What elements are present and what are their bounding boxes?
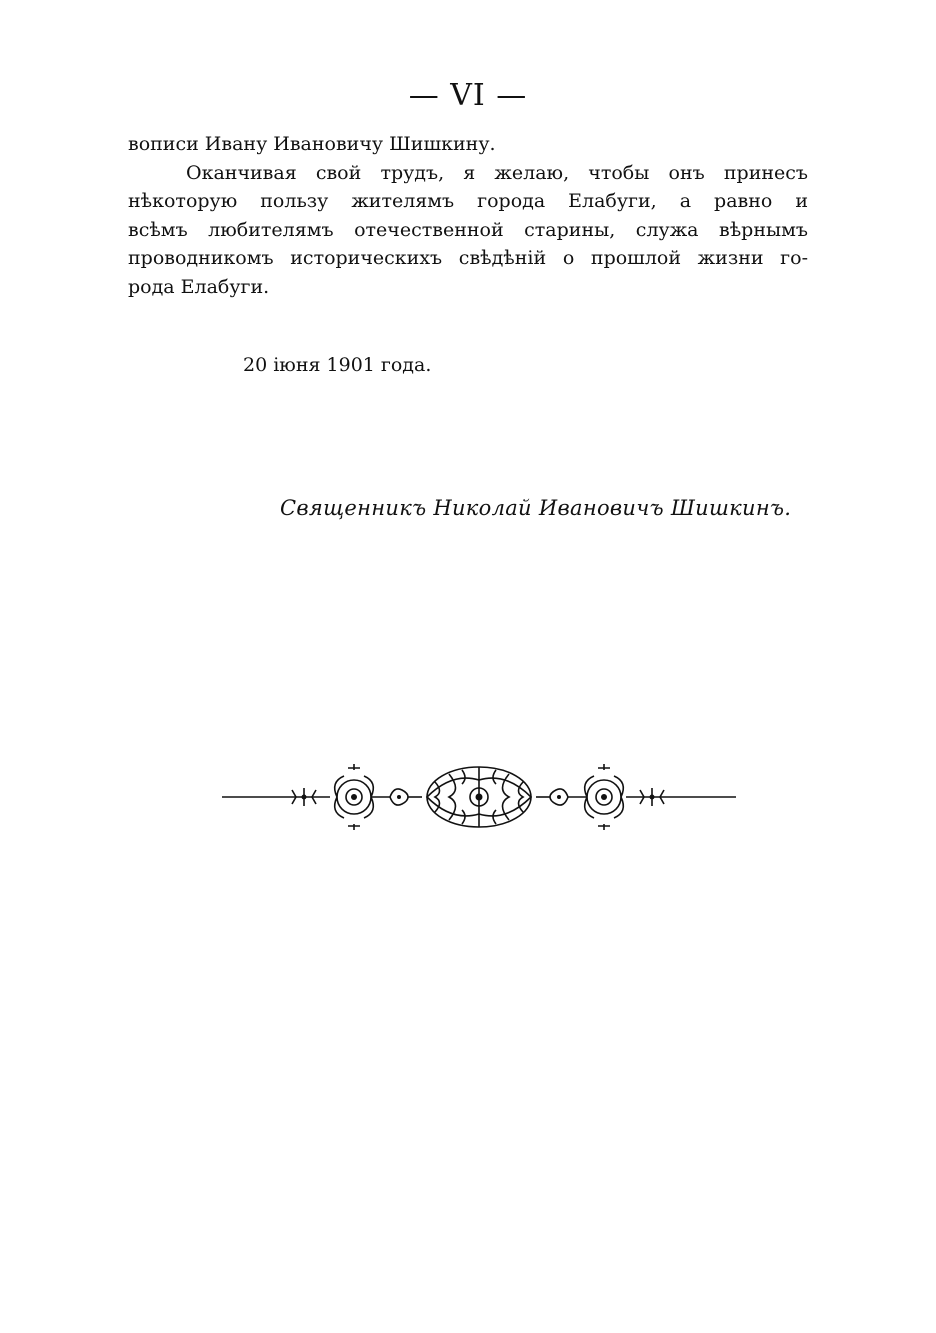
text-line: рода Елабуги. xyxy=(128,275,270,298)
date-line: 20 іюня 1901 года. xyxy=(243,354,432,376)
text-line: проводникомъ историческихъ свѣдѣній о прошлой жизни го- xyxy=(128,247,808,269)
page-number: — VI — xyxy=(408,78,528,113)
text-line: вописи Ивану Ивановичу Шишкину. xyxy=(128,133,496,155)
text-line: всѣмъ любителямъ отечественной старины, служа вѣрнымъ xyxy=(128,218,808,241)
text-line: Оканчивая свой трудъ, я желаю, чтобы онъ принесъ xyxy=(186,161,808,184)
text-line: нѣкоторую пользу жителямъ города Елабуги, а равно и xyxy=(128,190,808,212)
decorative-tailpiece-icon xyxy=(222,762,736,832)
body-text xyxy=(128,130,808,301)
signature: Священникъ Николай Ивановичъ Шишкинъ. xyxy=(280,496,792,520)
